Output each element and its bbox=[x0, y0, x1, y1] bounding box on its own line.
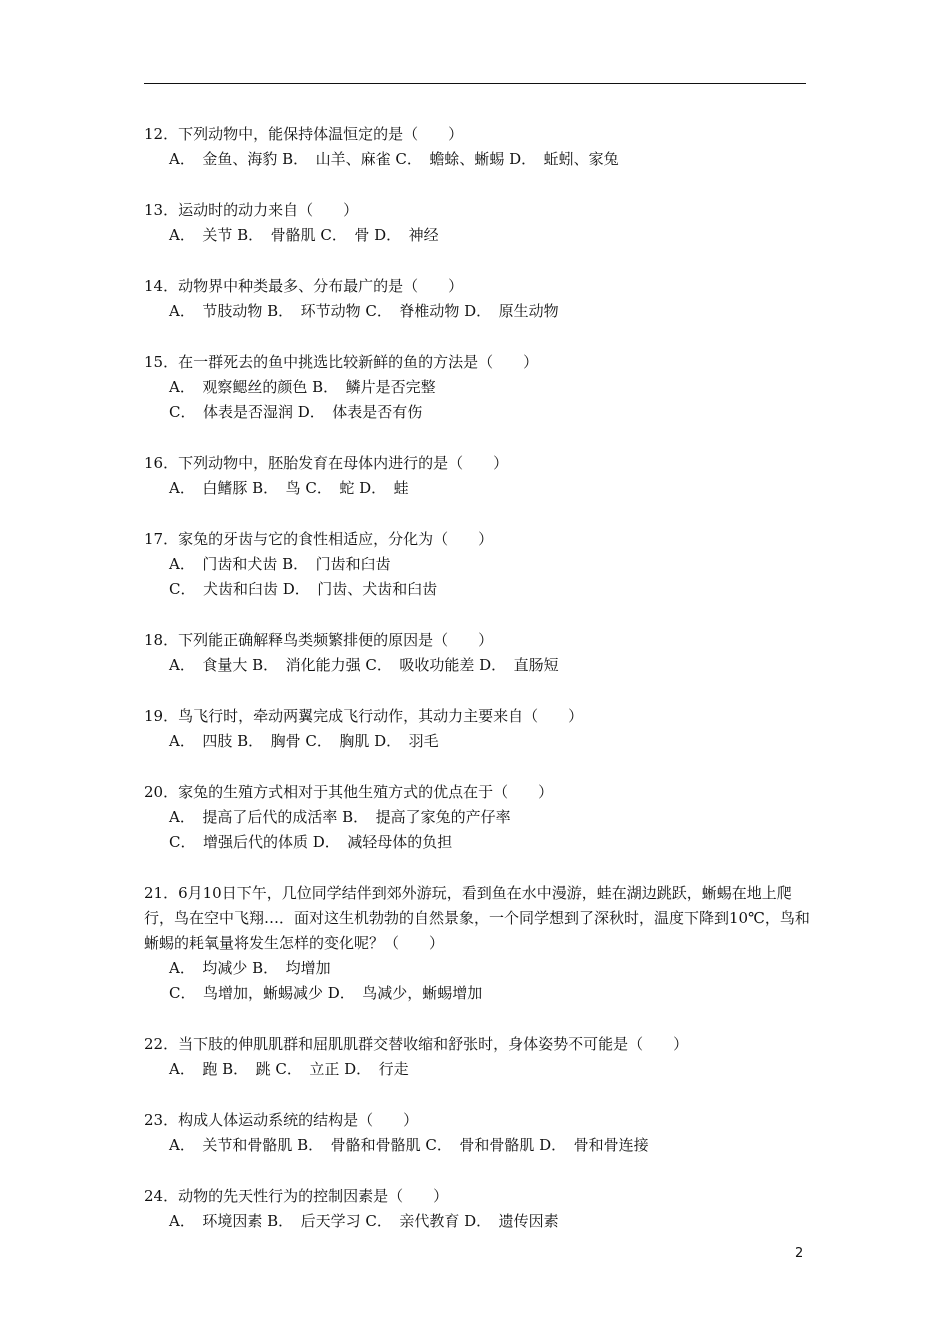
question-stem: 21．6月10日下午，几位同学结伴到郊外游玩，看到鱼在水中漫游，蛙在湖边跳跃，蜥蜴在地上爬行，鸟在空中飞翔…．面对这生机勃勃的自然景象，一个同学想到了深秋时，温度下降到10℃，鸟和蜥蜴的耗氧量将发生怎样的变化呢？（ ） bbox=[144, 884, 810, 952]
question-21 bbox=[144, 881, 814, 1006]
question-stem: 23．构成人体运动系统的结构是（ ） bbox=[144, 1111, 419, 1129]
question-17 bbox=[144, 527, 814, 602]
answer-options: C． 鸟增加，蜥蜴减少 D． 鸟减少，蜥蜴增加 bbox=[169, 984, 483, 1002]
question-stem: 14．动物界中种类最多、分布最广的是（ ） bbox=[144, 277, 464, 295]
question-12 bbox=[144, 122, 814, 172]
answer-options: C． 犬齿和臼齿 D． 门齿、犬齿和臼齿 bbox=[169, 580, 438, 598]
page-number: 2 bbox=[795, 1246, 804, 1261]
answer-options: A． 四肢 B． 胸骨 C． 胸肌 D． 羽毛 bbox=[169, 732, 439, 750]
answer-options: A． 均减少 B． 均增加 bbox=[169, 959, 331, 977]
header-rule bbox=[144, 83, 806, 84]
answer-options: A． 门齿和犬齿 B． 门齿和臼齿 bbox=[169, 555, 391, 573]
question-23 bbox=[144, 1108, 814, 1158]
question-16 bbox=[144, 451, 814, 501]
answer-options: A． 提高了后代的成活率 B． 提高了家兔的产仔率 bbox=[169, 808, 511, 826]
answer-options: C． 增强后代的体质 D． 减轻母体的负担 bbox=[169, 833, 453, 851]
question-15 bbox=[144, 350, 814, 425]
question-stem: 13．运动时的动力来自（ ） bbox=[144, 201, 359, 219]
question-stem: 16．下列动物中，胚胎发育在母体内进行的是（ ） bbox=[144, 454, 509, 472]
question-stem: 18．下列能正确解释鸟类频繁排便的原因是（ ） bbox=[144, 631, 494, 649]
question-22 bbox=[144, 1032, 814, 1082]
question-stem: 20．家兔的生殖方式相对于其他生殖方式的优点在于（ ） bbox=[144, 783, 554, 801]
question-14 bbox=[144, 274, 814, 324]
answer-options: A． 白鳍豚 B． 鸟 C． 蛇 D． 蛙 bbox=[169, 479, 409, 497]
question-13 bbox=[144, 198, 814, 248]
question-stem: 24．动物的先天性行为的控制因素是（ ） bbox=[144, 1187, 449, 1205]
question-list bbox=[144, 122, 814, 1260]
answer-options: A． 跑 B． 跳 C． 立正 D． 行走 bbox=[169, 1060, 409, 1078]
answer-options: A． 食量大 B． 消化能力强 C． 吸收功能差 D． 直肠短 bbox=[169, 656, 559, 674]
answer-options: A． 关节 B． 骨骼肌 C． 骨 D． 神经 bbox=[169, 226, 439, 244]
question-stem: 12．下列动物中，能保持体温恒定的是（ ） bbox=[144, 125, 464, 143]
question-18 bbox=[144, 628, 814, 678]
answer-options: A． 环境因素 B． 后天学习 C． 亲代教育 D． 遗传因素 bbox=[169, 1212, 559, 1230]
answer-options: A． 节肢动物 B． 环节动物 C． 脊椎动物 D． 原生动物 bbox=[169, 302, 559, 320]
answer-options: A． 观察鳃丝的颜色 B． 鳞片是否完整 bbox=[169, 378, 436, 396]
question-stem: 17．家兔的牙齿与它的食性相适应，分化为（ ） bbox=[144, 530, 494, 548]
question-19 bbox=[144, 704, 814, 754]
question-24 bbox=[144, 1184, 814, 1234]
answer-options: A． 金鱼、海豹 B． 山羊、麻雀 C． 蟾蜍、蜥蜴 D． 蚯蚓、家兔 bbox=[169, 150, 619, 168]
question-stem: 15．在一群死去的鱼中挑选比较新鲜的鱼的方法是（ ） bbox=[144, 353, 539, 371]
answer-options: A． 关节和骨骼肌 B． 骨骼和骨骼肌 C． 骨和骨骼肌 D． 骨和骨连接 bbox=[169, 1136, 649, 1154]
question-stem: 22．当下肢的伸肌肌群和屈肌肌群交替收缩和舒张时，身体姿势不可能是（ ） bbox=[144, 1035, 689, 1053]
question-20 bbox=[144, 780, 814, 855]
answer-options: C． 体表是否湿润 D． 体表是否有伤 bbox=[169, 403, 423, 421]
question-stem: 19．鸟飞行时，牵动两翼完成飞行动作，其动力主要来自（ ） bbox=[144, 707, 584, 725]
